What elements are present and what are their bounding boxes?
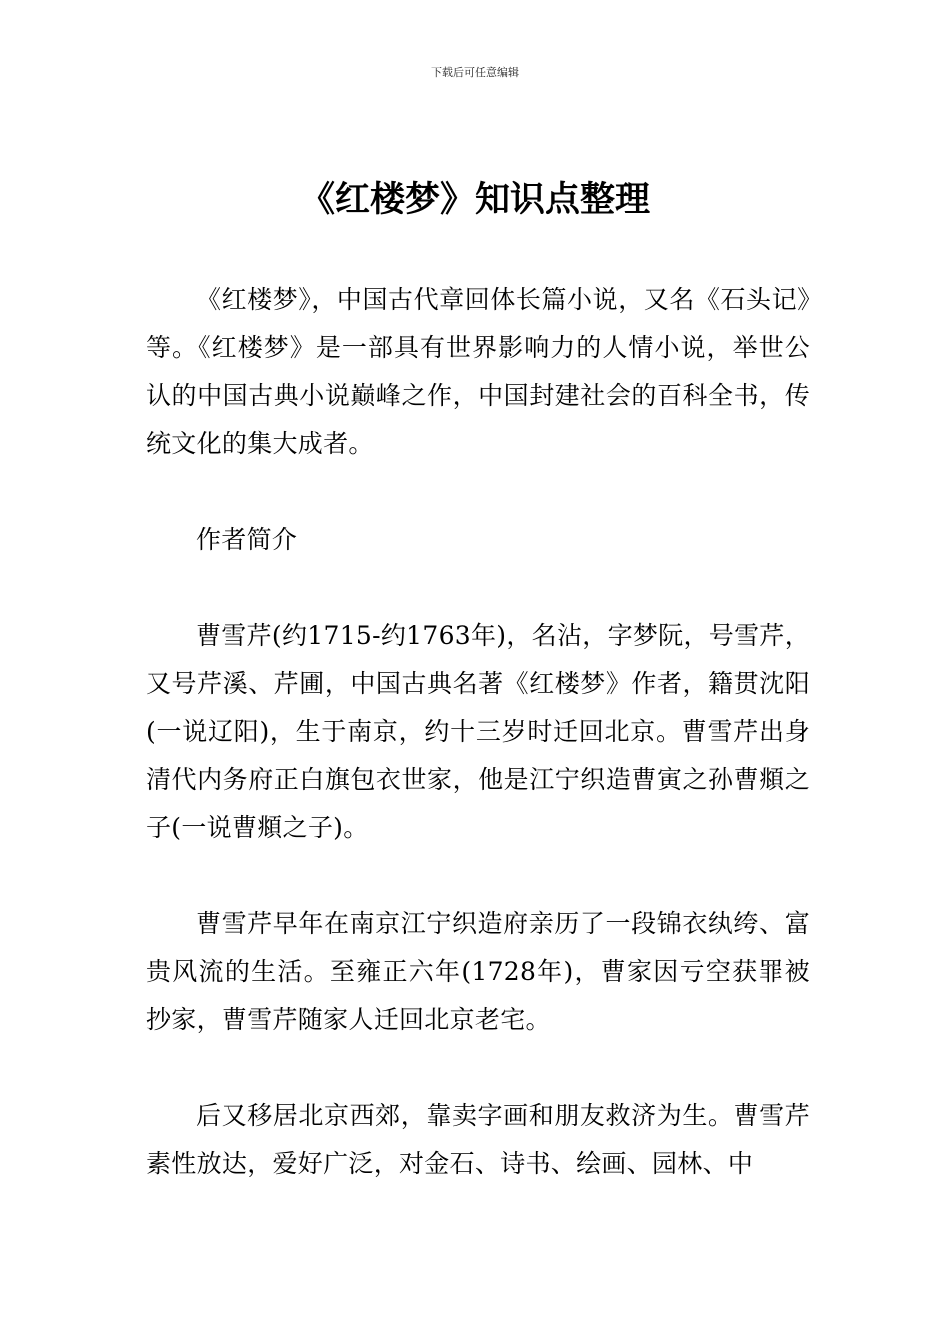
paragraph-spacer <box>146 564 810 612</box>
paragraph-later-life: 后又移居北京西郊，靠卖字画和朋友救济为生。曹雪芹素性放达，爱好广泛，对金石、诗书、绘画、园林、中 <box>146 1101 810 1178</box>
document-title: 《红楼梦》知识点整理 <box>299 180 650 220</box>
paragraph-spacer <box>146 1044 810 1092</box>
paragraph-spacer <box>146 852 810 900</box>
paragraph-spacer <box>146 468 810 516</box>
document-body <box>146 276 810 1188</box>
section-heading-author: 作者简介 <box>196 525 298 554</box>
header-note: 下载后可任意编辑 <box>431 66 519 79</box>
paragraph-author-bio: 曹雪芹(约1715-约1763年)，名沾，字梦阮，号雪芹，又号芹溪、芹圃，中国古典名著《红楼梦》作者，籍贯沈阳(一说辽阳)，生于南京，约十三岁时迁回北京。曹雪芹出身清代内务府正白旗包衣世家，他是江宁织造曹寅之孙曹頫之子(一说曹頫之子)。 <box>146 621 810 842</box>
paragraph-intro: 《红楼梦》，中国古代章回体长篇小说，又名《石头记》等。《红楼梦》是一部具有世界影响力的人情小说，举世公认的中国古典小说巅峰之作，中国封建社会的百科全书，传统文化的集大成者。 <box>146 285 810 458</box>
paragraph-early-life: 曹雪芹早年在南京江宁织造府亲历了一段锦衣纨绔、富贵风流的生活。至雍正六年(1728年)，曹家因亏空获罪被抄家，曹雪芹随家人迁回北京老宅。 <box>146 909 810 1034</box>
